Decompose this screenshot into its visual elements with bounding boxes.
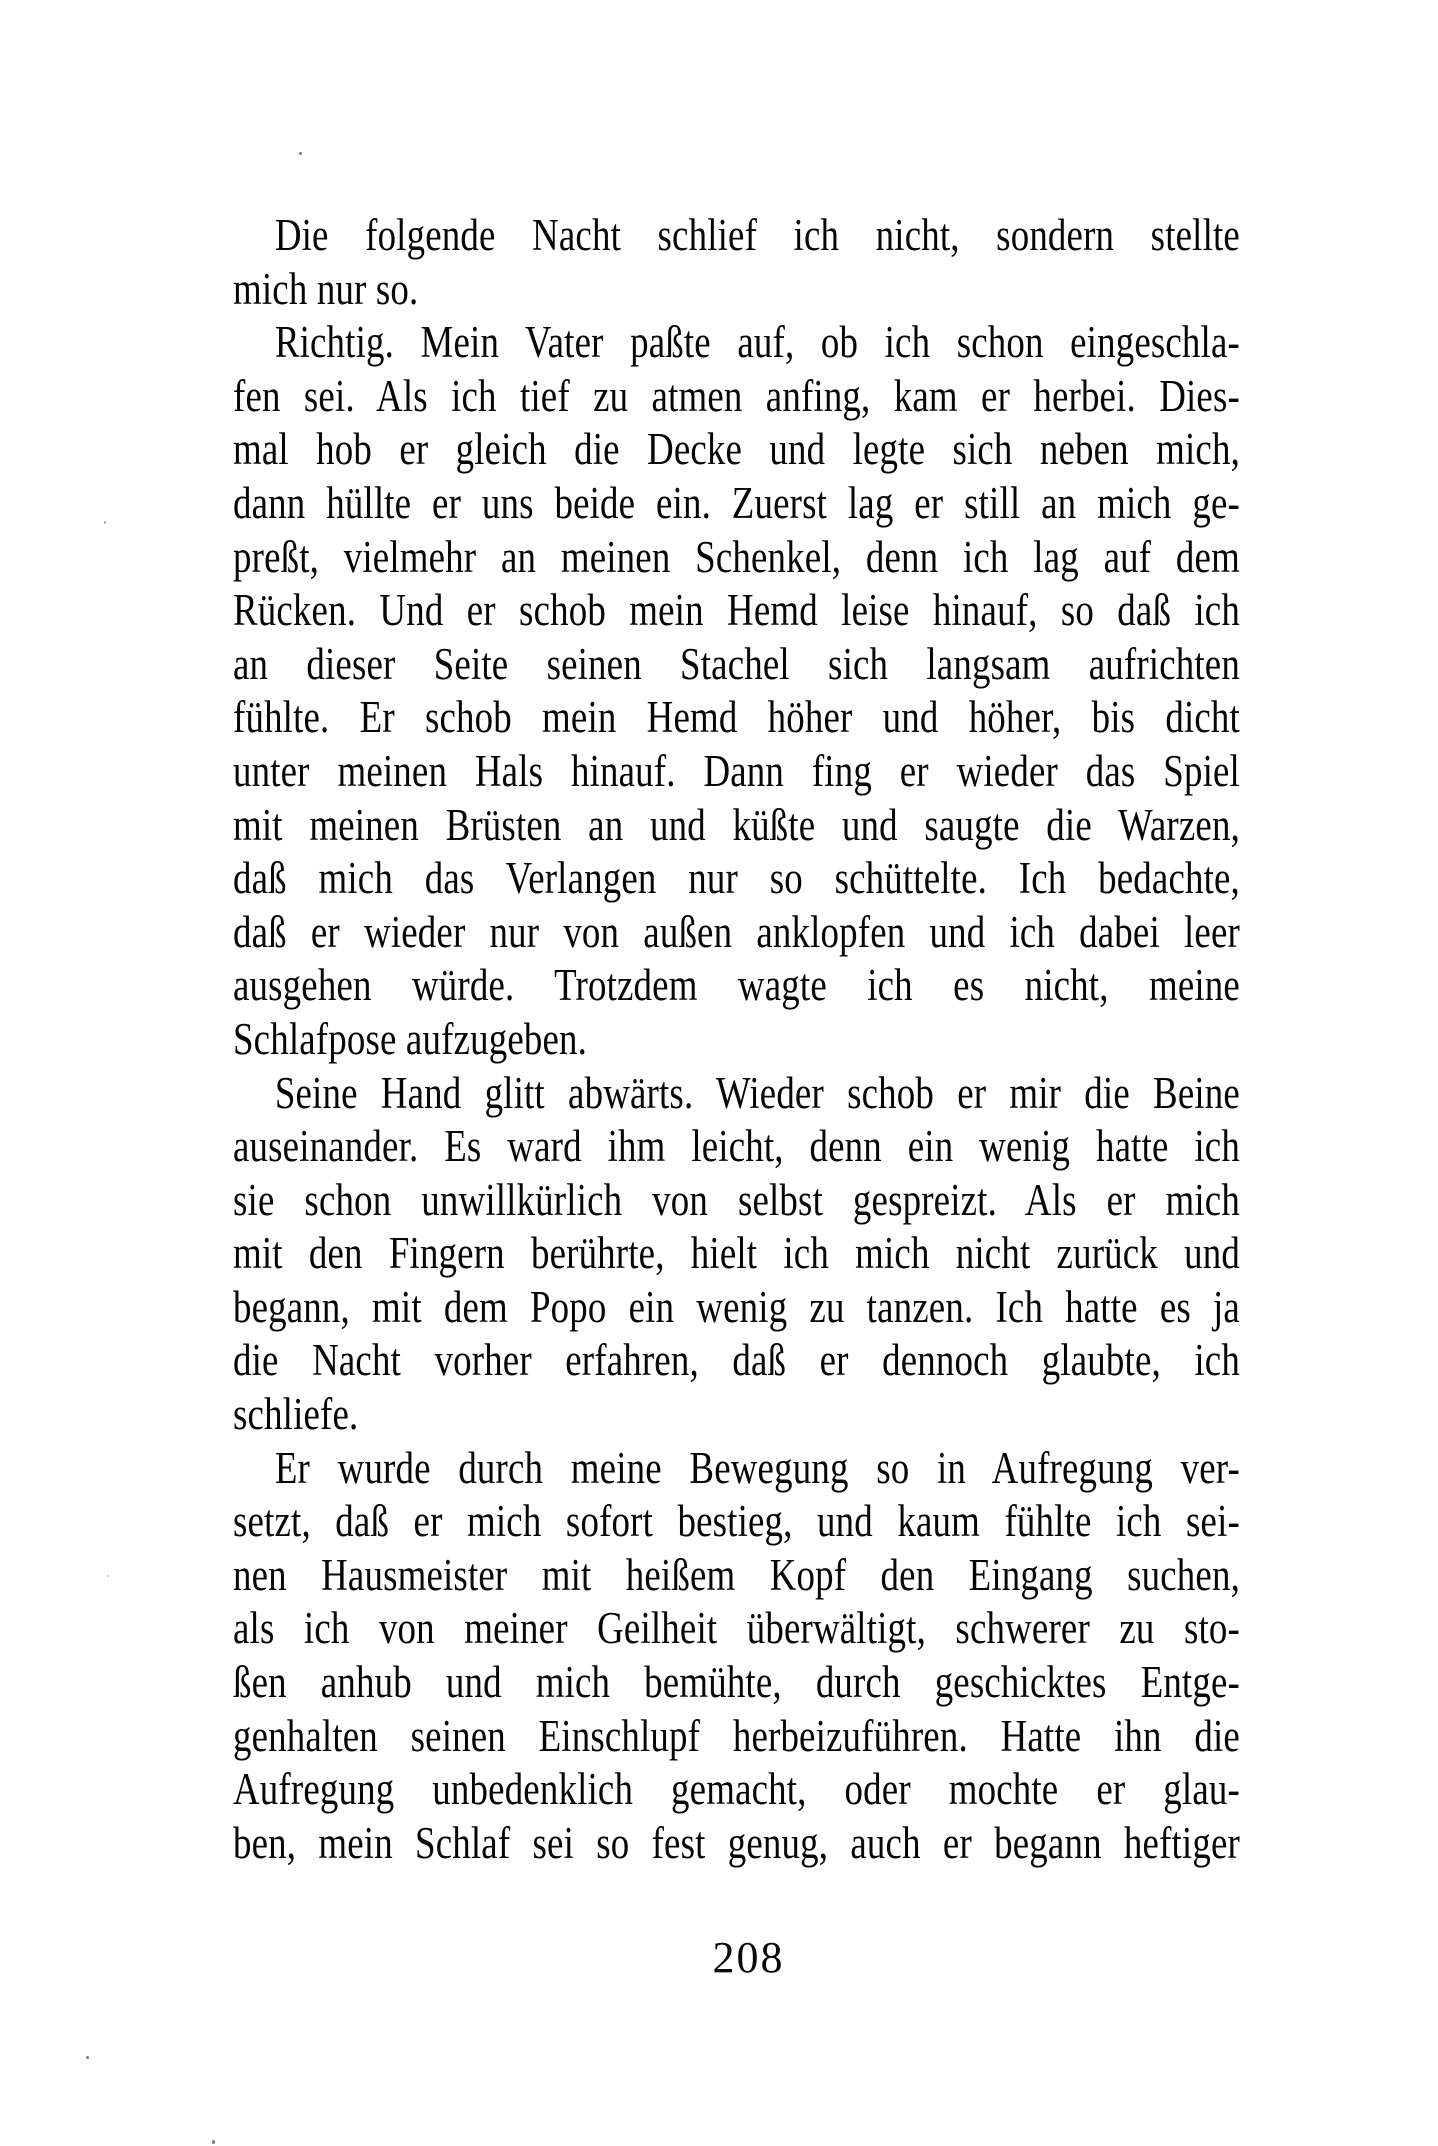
text-line: Seine Hand glitt abwärts. Wieder schob er mir die Beine	[274, 1067, 1240, 1118]
text-line: mit den Fingern berührte, hielt ich mich nicht zurück und	[233, 1228, 1240, 1279]
text-line: sie schon unwillkürlich von selbst gespreizt. Als er mich	[233, 1174, 1240, 1225]
text-line: genhalten seinen Einschlupf herbeizuführen. Hatte ihn die	[233, 1710, 1240, 1761]
text-line: die Nacht vorher erfahren, daß er dennoch glaubte, ich	[233, 1335, 1240, 1386]
text-line: Die folgende Nacht schlief ich nicht, sondern stellte	[274, 210, 1240, 260]
scan-speck	[212, 2140, 215, 2144]
text-line: setzt, daß er mich sofort bestieg, und kaum fühlte ich sei-	[233, 1496, 1240, 1547]
text-line: ben, mein Schlaf sei so fest genug, auch er begann heftiger	[233, 1817, 1240, 1868]
page-number: 208	[712, 1933, 785, 1982]
text-line: Er wurde durch meine Bewegung so in Aufregung ver-	[274, 1442, 1240, 1493]
text-line: Aufregung unbedenklich gemacht, oder mochte er glau-	[233, 1764, 1240, 1815]
text-line: auseinander. Es ward ihm leicht, denn ein wenig hatte ich	[233, 1121, 1240, 1172]
scan-speck	[86, 2056, 89, 2059]
text-line: mal hob er gleich die Decke und legte sich neben mich,	[233, 424, 1240, 475]
text-line: Rücken. Und er schob mein Hemd leise hinauf, so daß ich	[233, 585, 1240, 636]
text-line: als ich von meiner Geilheit überwältigt, schwerer zu sto-	[233, 1603, 1240, 1654]
text-line: schliefe.	[233, 1389, 359, 1440]
text-line: mich nur so.	[233, 263, 419, 314]
scan-speck	[107, 1575, 109, 1577]
text-line: ßen anhub und mich bemühte, durch geschicktes Entge-	[233, 1657, 1240, 1708]
text-line: dann hüllte er uns beide ein. Zuerst lag er still an mich ge-	[233, 477, 1240, 528]
text-block	[233, 209, 1240, 1870]
text-line: daß mich das Verlangen nur so schüttelte. Ich bedachte,	[233, 853, 1240, 904]
text-line: an dieser Seite seinen Stachel sich langsam aufrichten	[233, 638, 1240, 689]
text-line: mit meinen Brüsten an und küßte und saugte die Warzen,	[233, 799, 1240, 850]
text-line: ausgehen würde. Trotzdem wagte ich es nicht, meine	[233, 960, 1240, 1011]
scan-speck	[104, 521, 106, 524]
text-line: unter meinen Hals hinauf. Dann fing er wieder das Spiel	[233, 745, 1240, 796]
text-line: Richtig. Mein Vater paßte auf, ob ich schon eingeschla-	[274, 317, 1240, 368]
text-line: fen sei. Als ich tief zu atmen anfing, kam er herbei. Dies-	[233, 370, 1240, 421]
text-line: daß er wieder nur von außen anklopfen und ich dabei leer	[233, 906, 1240, 957]
scan-speck	[299, 152, 302, 155]
text-line: preßt, vielmehr an meinen Schenkel, denn ich lag auf dem	[233, 531, 1240, 582]
text-line: Schlafpose aufzugeben.	[233, 1013, 588, 1064]
text-line: fühlte. Er schob mein Hemd höher und höher, bis dicht	[233, 692, 1240, 743]
text-line: begann, mit dem Popo ein wenig zu tanzen. Ich hatte es ja	[233, 1281, 1240, 1332]
text-line: nen Hausmeister mit heißem Kopf den Eingang suchen,	[233, 1549, 1240, 1600]
